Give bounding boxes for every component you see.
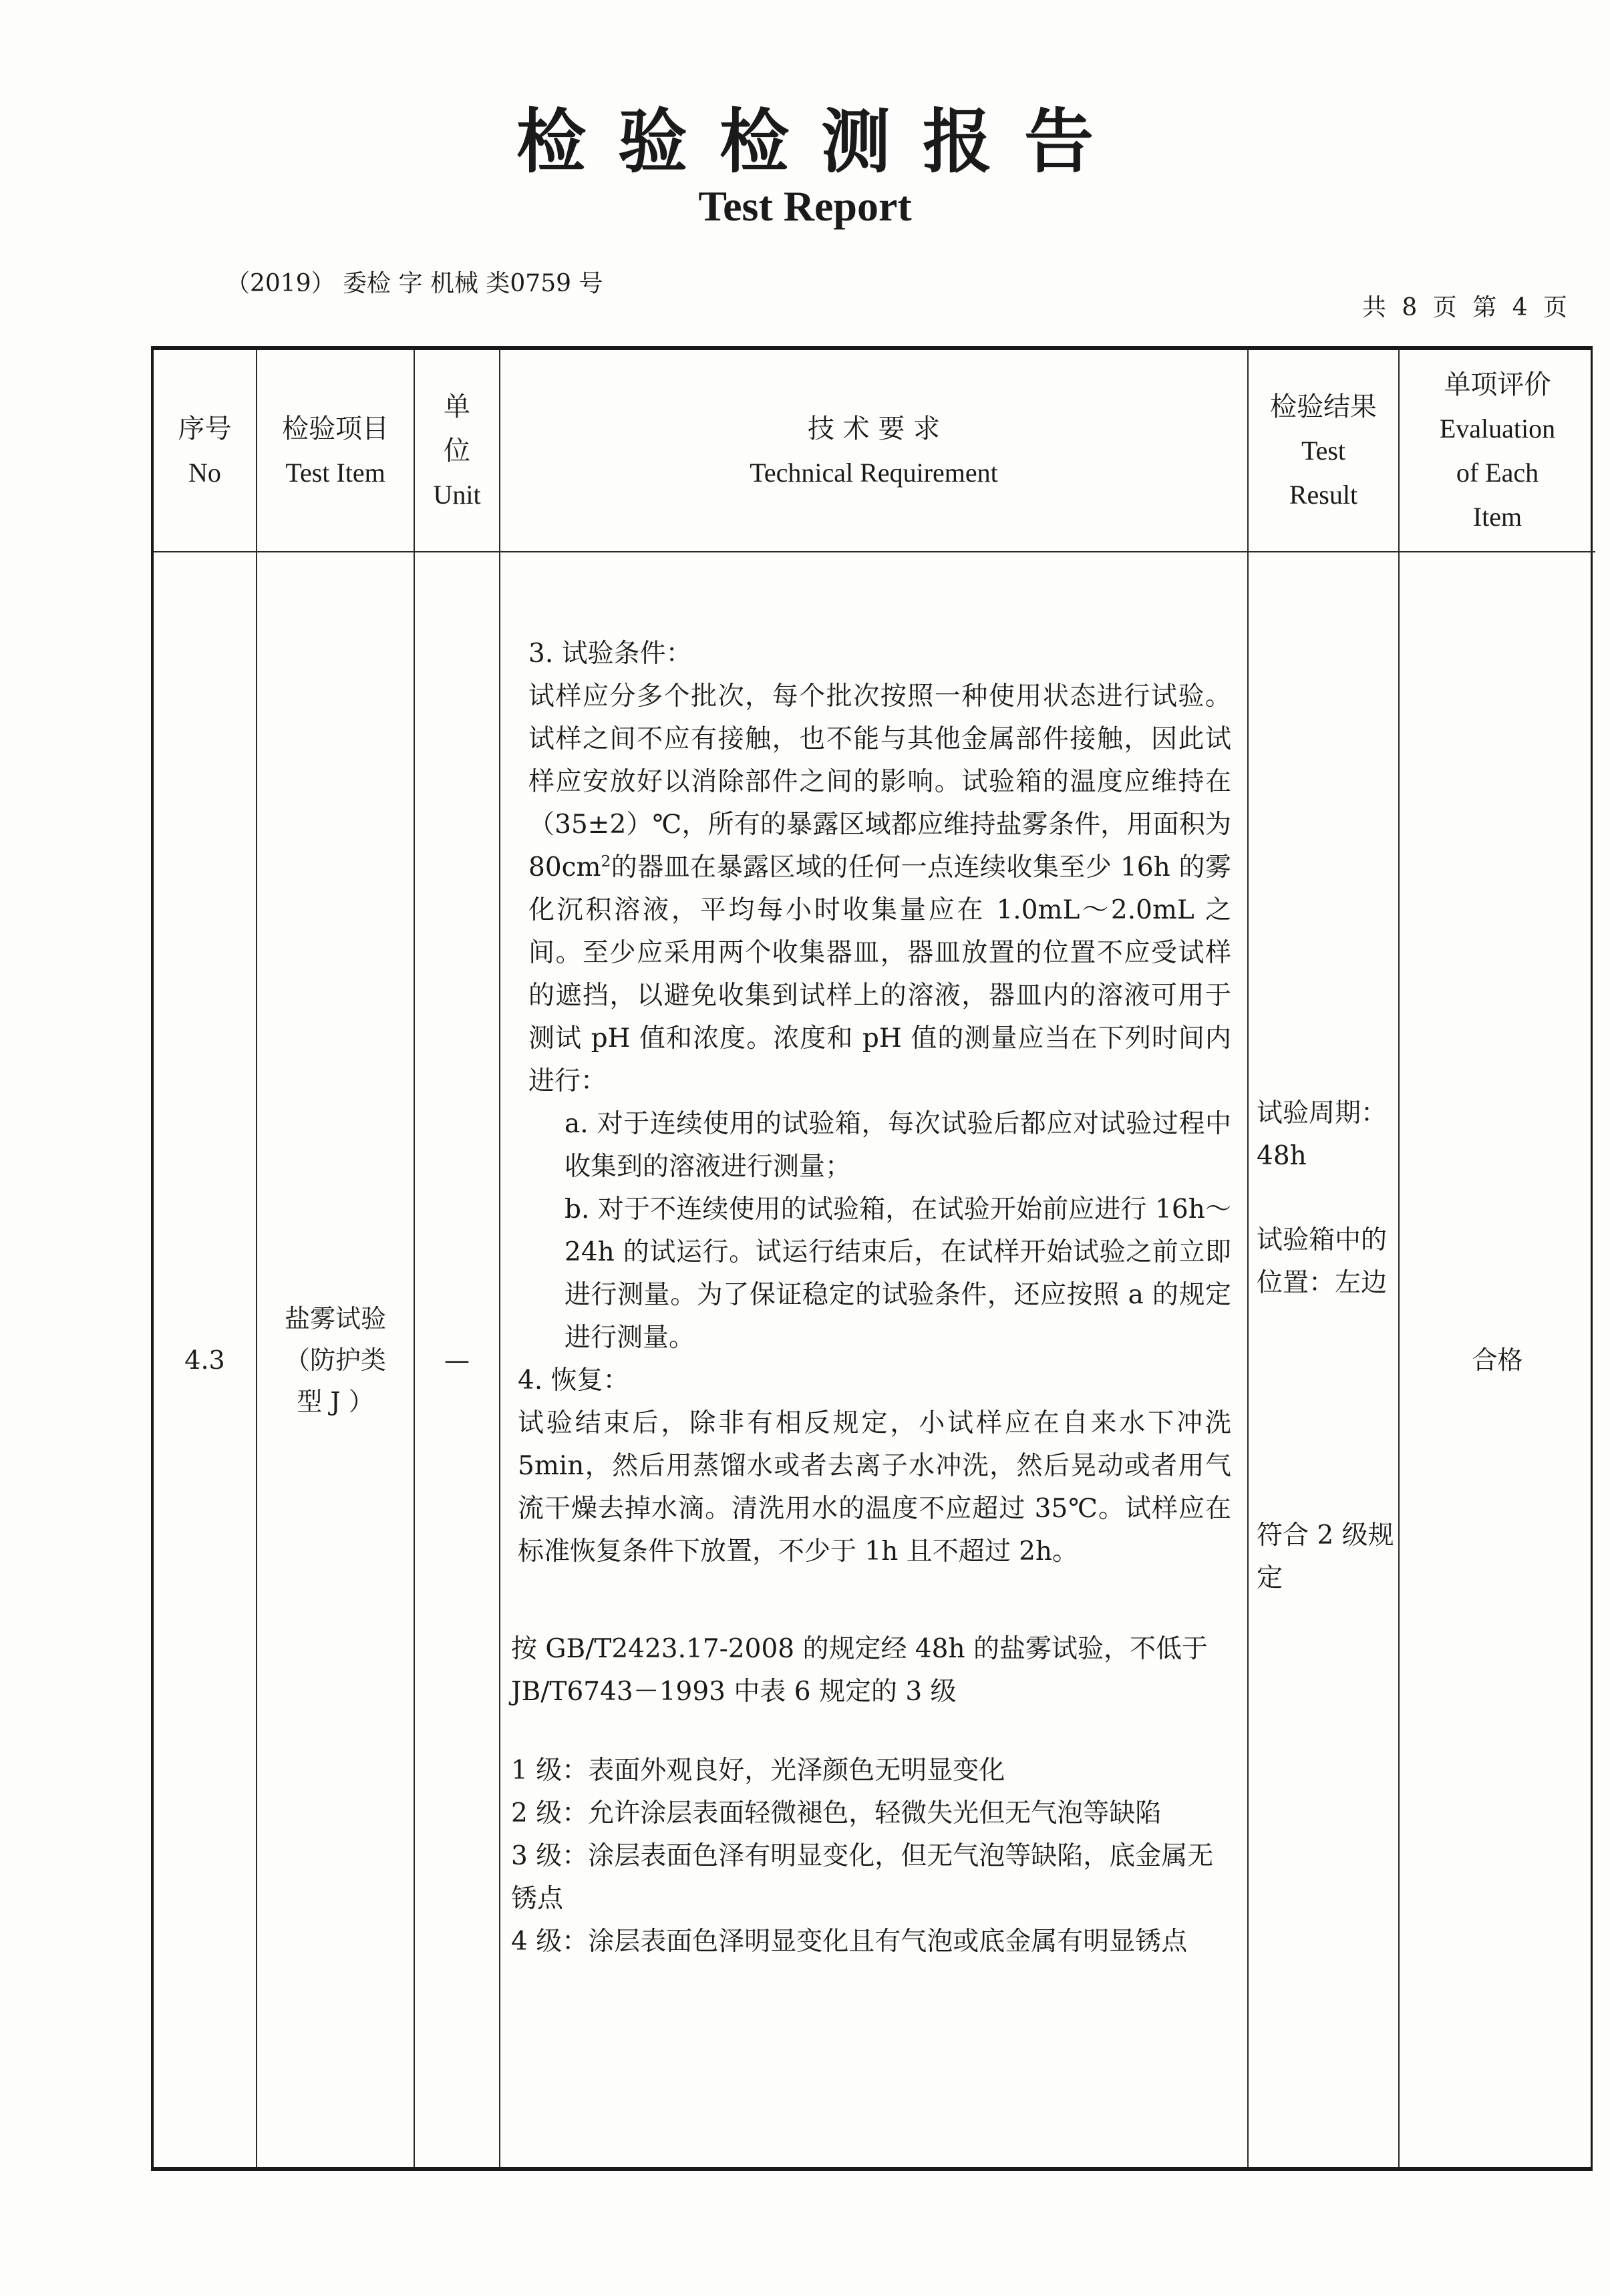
col-unit-cn-1: 单 [444,391,470,422]
row-item-line-3: 型 J ） [297,1386,374,1416]
result-position: 试验箱中的位置：左边 [1257,1225,1388,1298]
col-unit [414,350,500,552]
req-level-4: 4 级：涂层表面色泽明显变化且有气泡或底金属有明显锈点 [511,1927,1188,1957]
row-requirement [500,552,1248,2167]
report-table [154,350,1595,2167]
result-cycle: 试验周期：48h [1257,1098,1388,1171]
req-level-1: 1 级：表面外观良好，光泽颜色无明显变化 [511,1756,1005,1786]
page-info: 共 8 页 第 4 页 [1361,294,1571,321]
row-evaluation: 合格 [1399,552,1595,2167]
table-header-row [154,350,1595,552]
req-criterion: 按 GB/T2423.17-2008 的规定经 48h 的盐雾试验，不低于 JB/T6743－1993 中表 6 规定的 3 级 [511,1634,1209,1707]
row-unit: — [414,552,500,2167]
row-item-line-2: （防护类 [284,1345,386,1375]
req-level-2: 2 级：允许涂层表面轻微褪色，轻微失光但无气泡等缺陷 [511,1798,1162,1828]
col-evaluation [1399,350,1595,552]
req-recover-title: 4. 恢复： [518,1365,629,1396]
col-requirement [500,350,1248,552]
report-title-cn: 检验检测报告 [516,101,1126,182]
col-result-cn: 检验结果 [1270,391,1377,422]
col-item [257,350,414,552]
col-unit-cn-2: 位 [444,435,470,466]
req-condition-body [511,675,1231,1103]
req-condition-body-b: 的器皿在暴露区域的任何一点连续收集至少 16h 的雾化沉积溶液，平均每小时收集量应在 1.0mL～2.0mL 之间。至少应采用两个收集器皿，器皿放置的位置不应受试样的遮挡，以避免收集到试样上的溶液，器皿内的溶液可用于测试 pH 值和浓度。浓度和 pH 值的测量应当在下列时间内进行： [528,852,1231,1096]
col-item-en: Test Item [285,457,385,488]
req-condition-a: a. 对于连续使用的试验箱，每次试验后都应对试验过程中收集到的溶液进行测量； [565,1109,1231,1182]
col-item-cn: 检验项目 [282,413,389,444]
report-title-en: Test Report [698,182,912,230]
col-no [154,350,257,552]
col-result-en-2: Result [1289,479,1358,510]
col-eval-en-3: Item [1472,501,1522,532]
row-no: 4.3 [154,552,257,2167]
col-eval-cn: 单项评价 [1444,369,1551,400]
table-row [154,552,1595,2167]
req-condition-sup: 2 [601,852,611,870]
req-level-3: 3 级：涂层表面色泽有明显变化，但无气泡等缺陷，底金属无锈点 [511,1841,1214,1914]
req-recover-body: 试验结束后，除非有相反规定，小试样应在自来水下冲洗 5min，然后用蒸馏水或者去离子水冲洗，然后晃动或者用气流干燥去掉水滴。清洗用水的温度不应超过 35℃。试样应在标准恢复条件下放置，不少于 1h 且不超过 2h。 [518,1408,1231,1567]
col-result [1248,350,1399,552]
result-grade: 符合 2 级规定 [1257,1520,1394,1593]
col-eval-en-2: of Each [1456,457,1539,488]
col-unit-en: Unit [433,479,481,510]
req-condition-title: 3. 试验条件： [528,639,692,669]
col-result-en-1: Test [1301,435,1346,466]
row-result [1248,552,1399,2167]
col-no-cn: 序号 [178,413,232,444]
col-req-en: Technical Requirement [750,457,998,488]
report-table-frame [151,346,1593,2171]
col-eval-en-1: Evaluation [1439,413,1556,444]
col-no-en: No [188,457,221,488]
row-item [257,552,414,2167]
col-req-cn: 技 术 要 求 [807,413,941,444]
row-item-line-1: 盐雾试验 [284,1303,386,1333]
req-condition-b: b. 对于不连续使用的试验箱，在试验开始前应进行 16h～24h 的试运行。试运行结束后，在试样开始试验之前立即进行测量。为了保证稳定的试验条件，还应按照 a 的规定进行测量。 [565,1194,1231,1353]
req-condition-body-a: 试样应分多个批次，每个批次按照一种使用状态进行试验。试样之间不应有接触，也不能与其他金属部件接触，因此试样应安放好以消除部件之间的影响。试验箱的温度应维持在（35±2）℃，所有的暴露区域都应维持盐雾条件，用面积为 80cm [528,681,1231,882]
document-number: （2019） 委检 字 机械 类0759 号 [226,270,603,297]
